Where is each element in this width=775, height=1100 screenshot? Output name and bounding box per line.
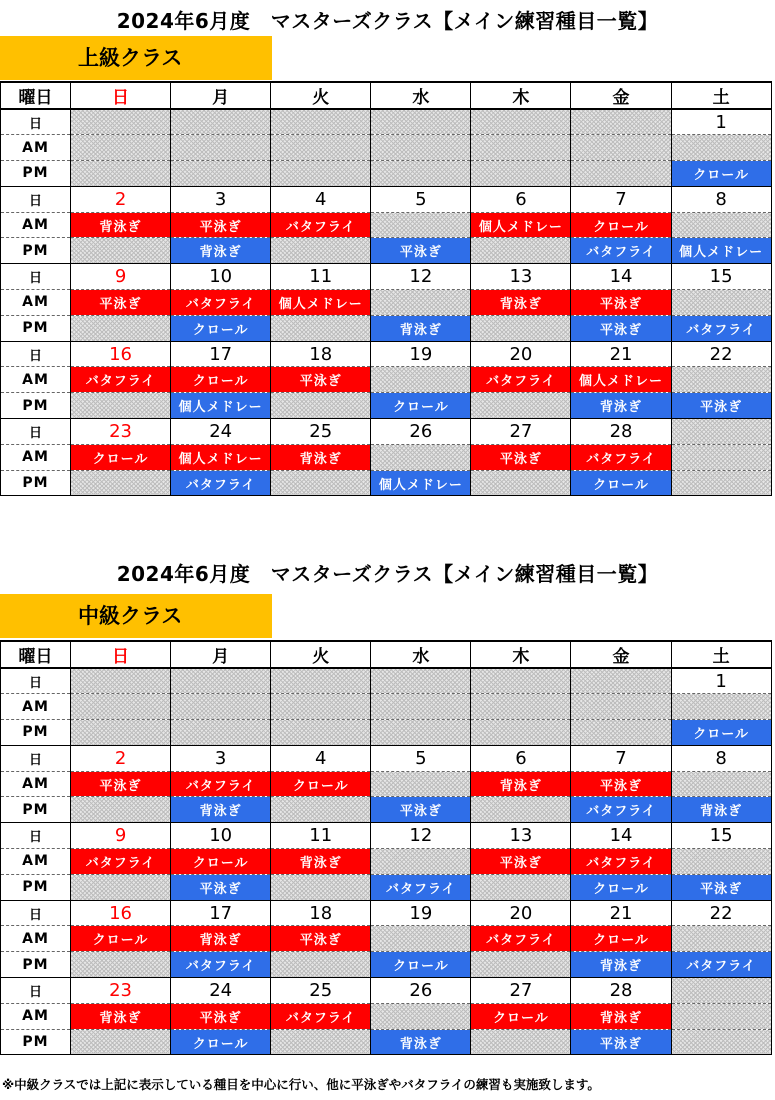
date-cell: 4 [271,186,371,212]
empty-cell [171,109,271,135]
pm-event-cell: 個人メドレー [371,470,471,496]
header-weekday: 水 [371,82,471,109]
pm-event-cell: 背泳ぎ [171,238,271,264]
date-cell: 20 [471,900,571,926]
am-event-cell: クロール [571,926,671,952]
empty-cell [671,978,771,1004]
empty-cell [471,161,571,187]
am-event-cell: クロール [71,444,171,470]
date-cell: 17 [171,900,271,926]
empty-cell [71,668,171,694]
empty-cell [371,849,471,875]
am-event-cell: バタフライ [571,444,671,470]
am-event-cell: 背泳ぎ [471,290,571,316]
row-label: 日 [1,745,71,771]
class-badge-upper: 上級クラス [0,36,272,80]
empty-cell [71,1029,171,1055]
pm-event-cell: バタフライ [571,797,671,823]
pm-event-cell: バタフライ [671,315,771,341]
row-label: AM [1,926,71,952]
am-event-cell: バタフライ [571,849,671,875]
date-cell: 26 [371,978,471,1004]
date-cell: 11 [271,264,371,290]
empty-cell [671,694,771,720]
empty-cell [271,720,371,746]
date-cell: 6 [471,186,571,212]
am-event-cell: バタフライ [471,926,571,952]
row-label: PM [1,470,71,496]
am-event-cell: 平泳ぎ [171,212,271,238]
empty-cell [71,797,171,823]
pm-event-cell: クロール [371,393,471,419]
row-label: PM [1,393,71,419]
pm-event-cell: 個人メドレー [671,238,771,264]
date-cell: 24 [171,419,271,445]
pm-event-cell: 平泳ぎ [671,393,771,419]
pm-event-cell: 背泳ぎ [371,1029,471,1055]
am-event-cell: 個人メドレー [271,290,371,316]
row-label: AM [1,694,71,720]
date-cell: 10 [171,823,271,849]
date-cell: 17 [171,341,271,367]
empty-cell [271,393,371,419]
header-weekday: 水 [371,641,471,668]
date-cell: 27 [471,419,571,445]
am-event-cell: 平泳ぎ [571,771,671,797]
am-event-cell: 背泳ぎ [71,212,171,238]
header-weekday: 木 [471,82,571,109]
date-cell: 19 [371,900,471,926]
empty-cell [271,668,371,694]
empty-cell [171,135,271,161]
empty-cell [571,109,671,135]
empty-cell [71,393,171,419]
empty-cell [371,367,471,393]
header-weekday: 木 [471,641,571,668]
pm-event-cell: 背泳ぎ [571,952,671,978]
row-label: PM [1,1029,71,1055]
date-cell: 26 [371,419,471,445]
date-cell: 16 [71,341,171,367]
pm-event-cell: バタフライ [171,952,271,978]
empty-cell [471,694,571,720]
am-event-cell: 背泳ぎ [71,1003,171,1029]
empty-cell [671,212,771,238]
date-cell: 18 [271,900,371,926]
date-cell: 24 [171,978,271,1004]
empty-cell [71,952,171,978]
empty-cell [471,1029,571,1055]
pm-event-cell: バタフライ [371,874,471,900]
am-event-cell: 平泳ぎ [71,290,171,316]
date-cell: 7 [571,186,671,212]
empty-cell [671,771,771,797]
am-event-cell: クロール [71,926,171,952]
date-cell: 27 [471,978,571,1004]
pm-event-cell: クロール [571,874,671,900]
header-weekday: 土 [671,82,771,109]
pm-event-cell: 平泳ぎ [171,874,271,900]
am-event-cell: バタフライ [271,212,371,238]
date-cell: 18 [271,341,371,367]
row-label: AM [1,212,71,238]
date-cell: 14 [571,823,671,849]
am-event-cell: 平泳ぎ [571,290,671,316]
am-event-cell: 平泳ぎ [471,849,571,875]
am-event-cell: 平泳ぎ [171,1003,271,1029]
am-event-cell: バタフライ [71,367,171,393]
row-label: 日 [1,264,71,290]
am-event-cell: 個人メドレー [571,367,671,393]
row-label: 日 [1,341,71,367]
pm-event-cell: 平泳ぎ [371,797,471,823]
empty-cell [371,444,471,470]
empty-cell [471,470,571,496]
empty-cell [671,849,771,875]
empty-cell [471,797,571,823]
row-label: 日 [1,978,71,1004]
empty-cell [371,135,471,161]
date-cell: 25 [271,419,371,445]
empty-cell [71,109,171,135]
date-cell: 2 [71,745,171,771]
pm-event-cell: 平泳ぎ [571,1029,671,1055]
date-cell: 13 [471,264,571,290]
header-weekday: 日 [71,641,171,668]
date-cell: 1 [671,668,771,694]
date-cell: 19 [371,341,471,367]
class-badge-lower: 中級クラス [0,594,272,638]
empty-cell [271,315,371,341]
empty-cell [171,720,271,746]
empty-cell [171,668,271,694]
am-event-cell: クロール [171,367,271,393]
empty-cell [171,694,271,720]
date-cell: 21 [571,900,671,926]
empty-cell [271,470,371,496]
empty-cell [271,952,371,978]
empty-cell [71,161,171,187]
empty-cell [671,444,771,470]
empty-cell [71,720,171,746]
empty-cell [671,1029,771,1055]
am-event-cell: 個人メドレー [171,444,271,470]
empty-cell [471,720,571,746]
row-label: AM [1,444,71,470]
am-event-cell: 平泳ぎ [271,926,371,952]
empty-cell [671,419,771,445]
am-event-cell: バタフライ [171,290,271,316]
date-cell: 1 [671,109,771,135]
date-cell: 28 [571,978,671,1004]
am-event-cell: バタフライ [271,1003,371,1029]
am-event-cell: クロール [571,212,671,238]
am-event-cell: 平泳ぎ [71,771,171,797]
am-event-cell: 背泳ぎ [271,444,371,470]
date-cell: 11 [271,823,371,849]
header-weekday: 土 [671,641,771,668]
date-cell: 14 [571,264,671,290]
pm-event-cell: 背泳ぎ [171,797,271,823]
empty-cell [371,109,471,135]
empty-cell [271,238,371,264]
row-label: AM [1,290,71,316]
date-cell: 22 [671,341,771,367]
footnote: ※中級クラスでは上記に表示している種目を中心に行い、他に平泳ぎやバタフライの練習も実施致します。 [2,1077,600,1092]
date-cell: 10 [171,264,271,290]
empty-cell [471,315,571,341]
pm-event-cell: 平泳ぎ [671,874,771,900]
row-label: 日 [1,823,71,849]
header-weekday-label: 曜日 [1,82,71,109]
am-event-cell: 個人メドレー [471,212,571,238]
empty-cell [471,135,571,161]
empty-cell [371,720,471,746]
empty-cell [271,694,371,720]
row-label: AM [1,771,71,797]
empty-cell [571,720,671,746]
empty-cell [71,315,171,341]
header-weekday: 日 [71,82,171,109]
row-label: PM [1,952,71,978]
row-label: PM [1,797,71,823]
am-event-cell: バタフライ [171,771,271,797]
date-cell: 25 [271,978,371,1004]
date-cell: 23 [71,978,171,1004]
date-cell: 16 [71,900,171,926]
pm-event-cell: クロール [371,952,471,978]
empty-cell [471,874,571,900]
empty-cell [471,668,571,694]
date-cell: 28 [571,419,671,445]
empty-cell [71,238,171,264]
empty-cell [371,694,471,720]
header-weekday-label: 曜日 [1,641,71,668]
empty-cell [671,135,771,161]
row-label: AM [1,367,71,393]
am-event-cell: 平泳ぎ [271,367,371,393]
header-weekday: 火 [271,641,371,668]
empty-cell [371,161,471,187]
empty-cell [271,135,371,161]
row-label: PM [1,874,71,900]
header-weekday: 月 [171,641,271,668]
pm-event-cell: クロール [671,161,771,187]
row-label: AM [1,849,71,875]
date-cell: 23 [71,419,171,445]
date-cell: 2 [71,186,171,212]
am-event-cell: クロール [471,1003,571,1029]
am-event-cell: 平泳ぎ [471,444,571,470]
header-weekday: 月 [171,82,271,109]
calendar-table-lower [0,640,772,1055]
empty-cell [671,367,771,393]
empty-cell [471,393,571,419]
pm-event-cell: バタフライ [171,470,271,496]
am-event-cell: 背泳ぎ [271,849,371,875]
row-label: PM [1,238,71,264]
row-label: PM [1,161,71,187]
row-label: AM [1,1003,71,1029]
pm-event-cell: バタフライ [571,238,671,264]
date-cell: 12 [371,264,471,290]
calendar-table-upper [0,81,772,496]
empty-cell [71,470,171,496]
empty-cell [671,290,771,316]
empty-cell [271,797,371,823]
am-event-cell: バタフライ [71,849,171,875]
date-cell: 7 [571,745,671,771]
row-label: PM [1,720,71,746]
pm-event-cell: 背泳ぎ [371,315,471,341]
empty-cell [471,952,571,978]
am-event-cell: 背泳ぎ [471,771,571,797]
empty-cell [371,1003,471,1029]
empty-cell [371,771,471,797]
empty-cell [371,926,471,952]
header-weekday: 金 [571,641,671,668]
date-cell: 13 [471,823,571,849]
pm-event-cell: クロール [171,1029,271,1055]
empty-cell [271,109,371,135]
empty-cell [471,109,571,135]
pm-event-cell: バタフライ [671,952,771,978]
am-event-cell: バタフライ [471,367,571,393]
date-cell: 20 [471,341,571,367]
empty-cell [671,926,771,952]
empty-cell [271,1029,371,1055]
date-cell: 15 [671,264,771,290]
date-cell: 8 [671,745,771,771]
pm-event-cell: 背泳ぎ [571,393,671,419]
row-label: 日 [1,109,71,135]
empty-cell [571,668,671,694]
empty-cell [271,874,371,900]
pm-event-cell: クロール [171,315,271,341]
empty-cell [371,668,471,694]
empty-cell [671,1003,771,1029]
header-weekday: 火 [271,82,371,109]
date-cell: 21 [571,341,671,367]
pm-event-cell: クロール [571,470,671,496]
page-title-upper: 2024年6月度 マスターズクラス【メイン練習種目一覧】 [116,9,659,33]
empty-cell [471,238,571,264]
empty-cell [571,135,671,161]
row-label: 日 [1,900,71,926]
empty-cell [71,694,171,720]
row-label: 日 [1,668,71,694]
empty-cell [371,290,471,316]
date-cell: 9 [71,264,171,290]
header-weekday: 金 [571,82,671,109]
empty-cell [371,212,471,238]
am-event-cell: クロール [271,771,371,797]
empty-cell [671,470,771,496]
am-event-cell: クロール [171,849,271,875]
date-cell: 5 [371,745,471,771]
pm-event-cell: 平泳ぎ [371,238,471,264]
am-event-cell: 背泳ぎ [571,1003,671,1029]
pm-event-cell: 個人メドレー [171,393,271,419]
date-cell: 12 [371,823,471,849]
row-label: 日 [1,419,71,445]
date-cell: 8 [671,186,771,212]
date-cell: 3 [171,186,271,212]
page-title-lower: 2024年6月度 マスターズクラス【メイン練習種目一覧】 [116,562,659,586]
empty-cell [571,694,671,720]
date-cell: 5 [371,186,471,212]
date-cell: 15 [671,823,771,849]
empty-cell [271,161,371,187]
empty-cell [171,161,271,187]
pm-event-cell: 背泳ぎ [671,797,771,823]
row-label: PM [1,315,71,341]
date-cell: 4 [271,745,371,771]
date-cell: 22 [671,900,771,926]
row-label: AM [1,135,71,161]
date-cell: 9 [71,823,171,849]
date-cell: 3 [171,745,271,771]
pm-event-cell: 平泳ぎ [571,315,671,341]
date-cell: 6 [471,745,571,771]
pm-event-cell: クロール [671,720,771,746]
empty-cell [71,135,171,161]
empty-cell [71,874,171,900]
row-label: 日 [1,186,71,212]
empty-cell [571,161,671,187]
am-event-cell: 背泳ぎ [171,926,271,952]
